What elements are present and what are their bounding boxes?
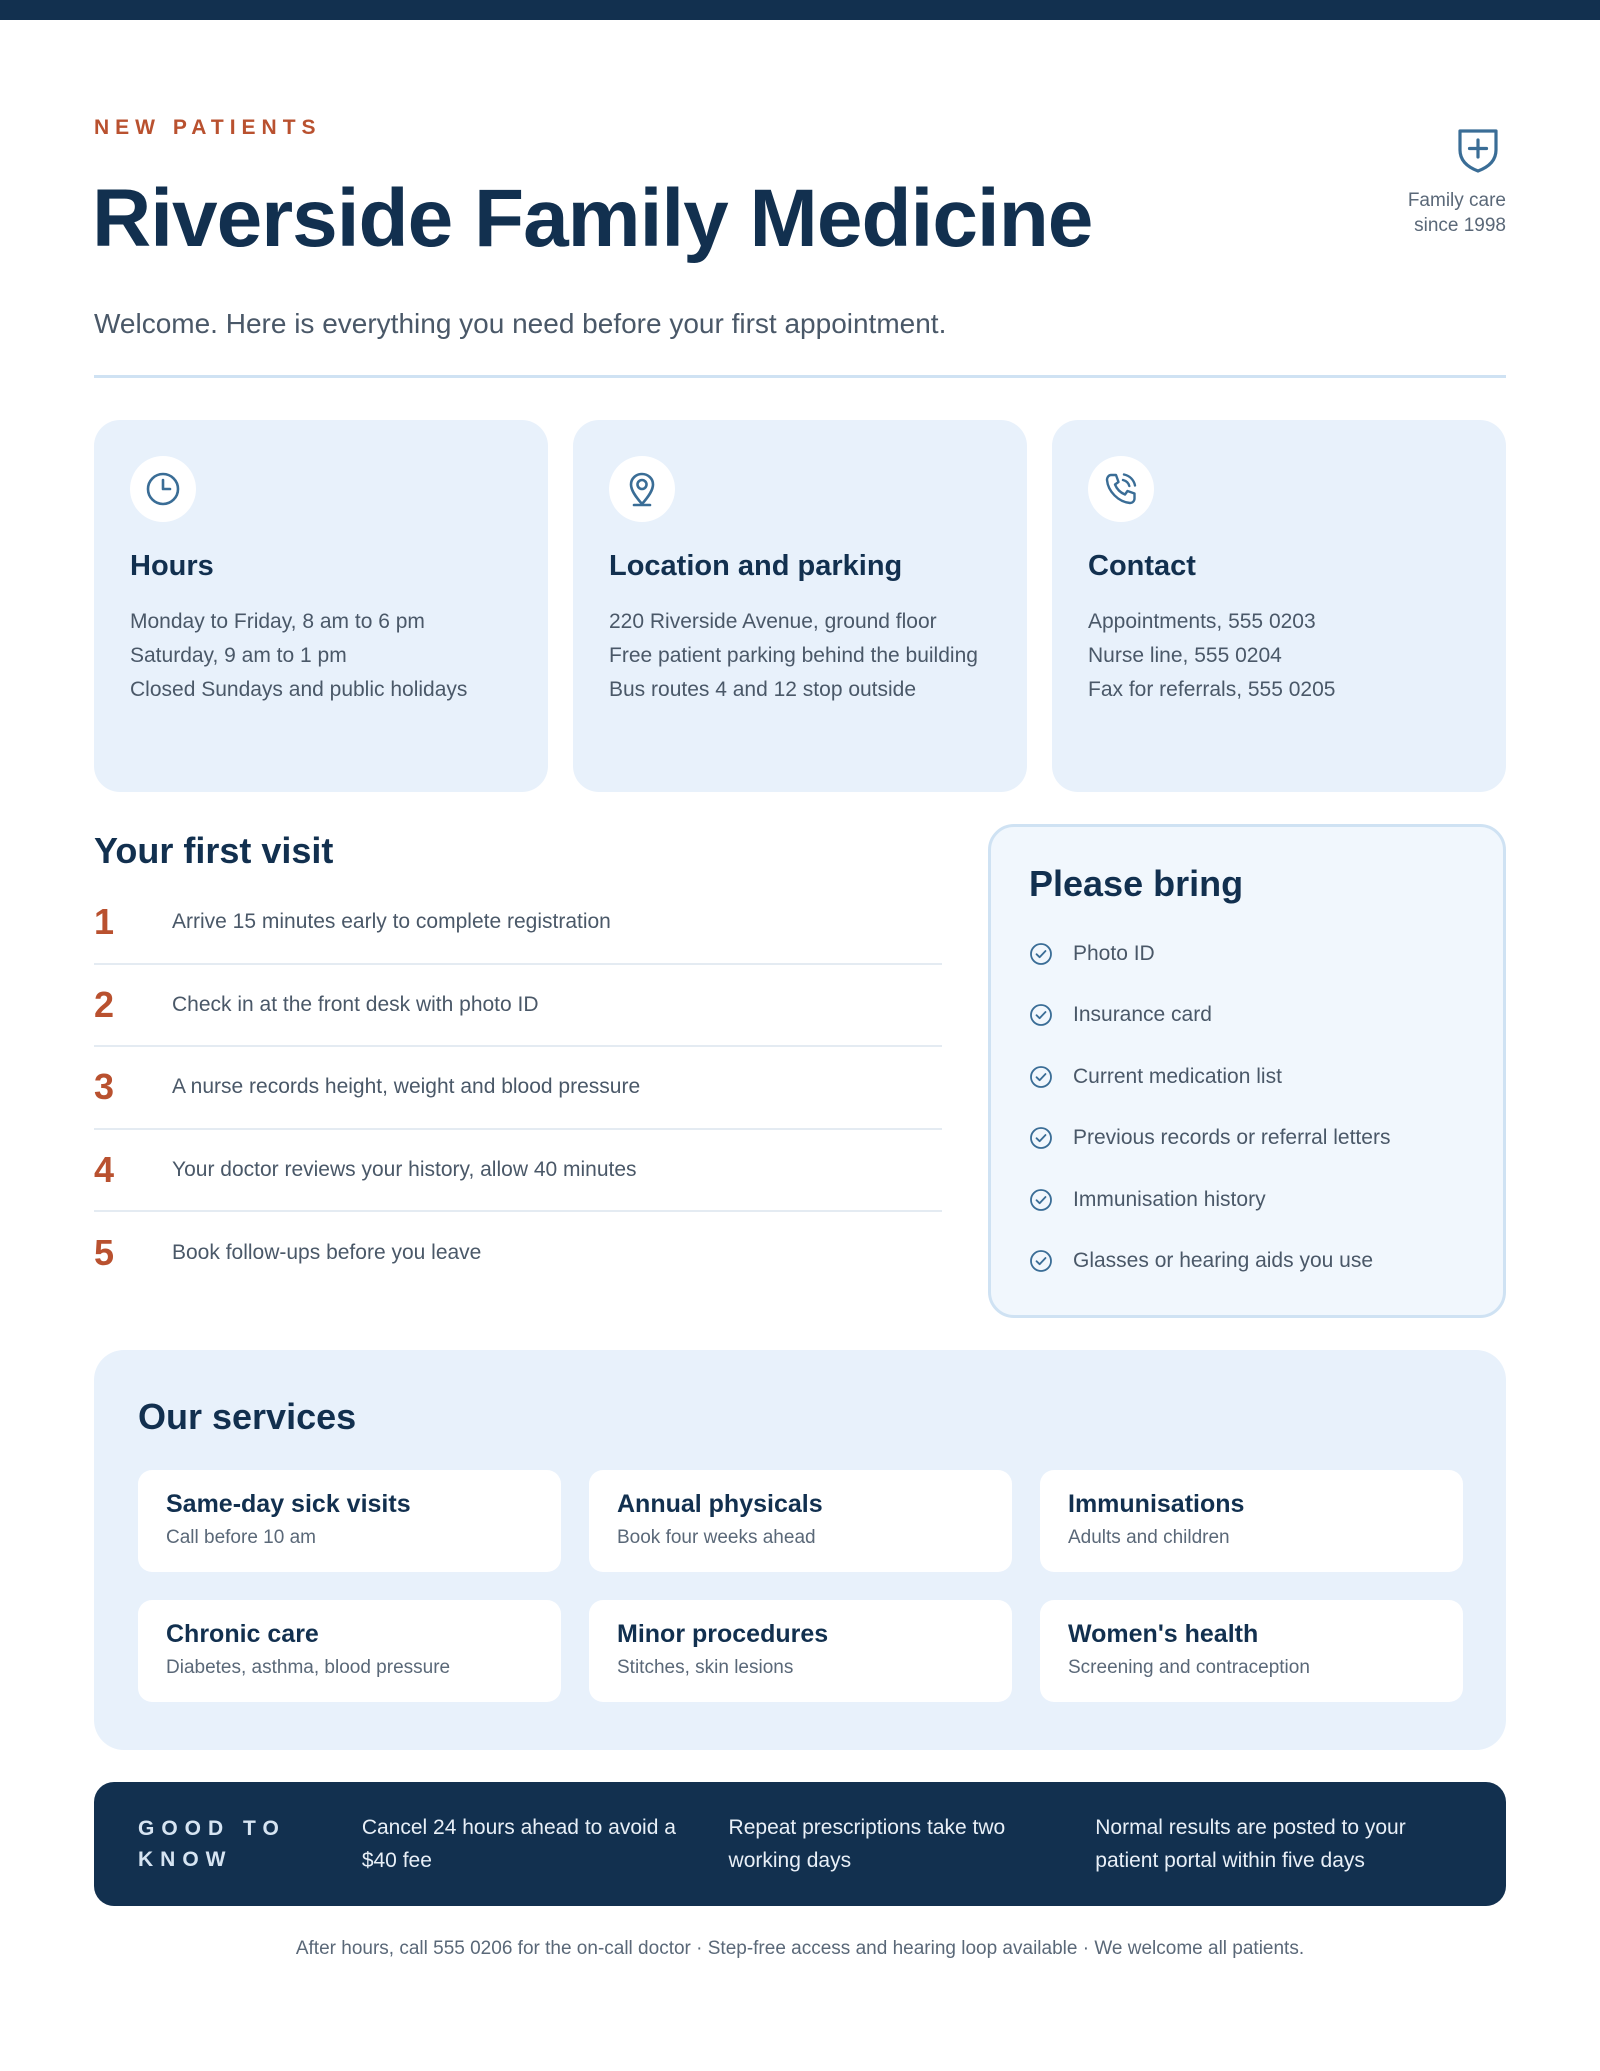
- service-name: Chronic care: [166, 1620, 319, 1648]
- eyebrow-label: NEW PATIENTS: [94, 116, 322, 139]
- location-line: 220 Riverside Avenue, ground floor: [609, 610, 937, 633]
- bring-item: [1029, 1169, 1465, 1231]
- service-card: [589, 1470, 1012, 1572]
- service-name: Minor procedures: [617, 1620, 829, 1648]
- bring-item-label: Previous records or referral letters: [1073, 1126, 1391, 1150]
- footer-note: After hours, call 555 0206 for the on-call doctor · Step-free access and hearing loop available · We welcome all patients.: [295, 1938, 1305, 1959]
- step-number: 5: [94, 1232, 115, 1274]
- services-panel: [94, 1350, 1506, 1750]
- service-name: Same-day sick visits: [166, 1490, 411, 1518]
- service-note: Diabetes, asthma, blood pressure: [166, 1657, 451, 1678]
- service-note: Stitches, skin lesions: [617, 1657, 794, 1678]
- contact-line: Appointments, 555 0203: [1088, 610, 1316, 633]
- service-card: [138, 1470, 561, 1572]
- service-note: Book four weeks ahead: [617, 1527, 816, 1548]
- top-accent-bar: [0, 0, 1600, 20]
- hours-icon-bubble: [130, 456, 196, 522]
- hours-line: Monday to Friday, 8 am to 6 pm: [130, 610, 425, 633]
- shield-plus-icon: [1456, 126, 1500, 174]
- service-card: [1040, 1600, 1463, 1702]
- service-card: [589, 1600, 1012, 1702]
- brand-tagline-line1: Family care: [1407, 190, 1506, 211]
- good-to-know-banner: [94, 1782, 1506, 1906]
- step-number: 1: [94, 901, 115, 943]
- service-note: Call before 10 am: [166, 1527, 316, 1548]
- step-text: Check in at the front desk with photo ID: [172, 992, 539, 1016]
- contact-card-title: Contact: [1088, 550, 1196, 582]
- visit-step: [94, 1130, 942, 1213]
- service-note: Screening and contraception: [1068, 1657, 1310, 1678]
- good-to-know-label-line2: KNOW: [138, 1848, 233, 1871]
- step-number: 3: [94, 1066, 115, 1108]
- check-circle-icon: [1029, 1188, 1053, 1212]
- check-circle-icon: [1029, 1126, 1053, 1150]
- check-circle-icon: [1029, 1003, 1053, 1027]
- hours-line: Saturday, 9 am to 1 pm: [130, 644, 347, 667]
- bring-item: [1029, 985, 1465, 1047]
- bring-item: [1029, 923, 1465, 985]
- step-number: 2: [94, 983, 115, 1025]
- page-subtitle: Welcome. Here is everything you need before your first appointment.: [94, 308, 947, 339]
- location-icon-bubble: [609, 456, 675, 522]
- bring-item: [1029, 1046, 1465, 1108]
- bring-item: [1029, 1231, 1465, 1293]
- brand-mark: [1306, 126, 1506, 238]
- check-circle-icon: [1029, 1065, 1053, 1089]
- service-card: [1040, 1470, 1463, 1572]
- first-visit-title: Your first visit: [94, 830, 334, 871]
- visit-step: [94, 965, 942, 1048]
- visit-step: [94, 1047, 942, 1130]
- bring-item: [1029, 1108, 1465, 1170]
- hours-card-title: Hours: [130, 550, 214, 582]
- step-text: Arrive 15 minutes early to complete registration: [172, 910, 611, 934]
- step-number: 4: [94, 1148, 115, 1190]
- good-to-know-label: [138, 1813, 362, 1875]
- location-card: [573, 420, 1027, 792]
- service-name: Immunisations: [1068, 1490, 1245, 1518]
- contact-icon-bubble: [1088, 456, 1154, 522]
- bring-item-label: Photo ID: [1073, 941, 1155, 965]
- step-text: A nurse records height, weight and blood pressure: [172, 1075, 641, 1099]
- visit-step: [94, 1212, 942, 1295]
- bring-item-label: Glasses or hearing aids you use: [1073, 1249, 1373, 1273]
- step-text: Book follow-ups before you leave: [172, 1241, 482, 1265]
- services-grid: [138, 1470, 1462, 1702]
- hours-card: [94, 420, 548, 792]
- contact-line: Fax for referrals, 555 0205: [1088, 678, 1336, 701]
- contact-card: [1052, 420, 1506, 792]
- header-divider: [94, 375, 1506, 378]
- contact-line: Nurse line, 555 0204: [1088, 644, 1282, 667]
- hours-line: Closed Sundays and public holidays: [130, 678, 468, 701]
- check-circle-icon: [1029, 1249, 1053, 1273]
- service-note: Adults and children: [1068, 1527, 1230, 1548]
- map-pin-icon: [623, 470, 661, 508]
- good-to-know-label-line1: GOOD TO: [138, 1817, 286, 1840]
- check-circle-icon: [1029, 942, 1053, 966]
- please-bring-panel: [988, 824, 1506, 1318]
- step-text: Your doctor reviews your history, allow 40 minutes: [172, 1157, 637, 1181]
- location-card-title: Location and parking: [609, 550, 903, 582]
- clock-icon: [144, 470, 182, 508]
- good-to-know-tip: Normal results are posted to your patient portal within five days: [1095, 1816, 1406, 1872]
- service-name: Annual physicals: [617, 1490, 823, 1518]
- service-name: Women's health: [1068, 1620, 1259, 1648]
- good-to-know-tip: Repeat prescriptions take two working days: [728, 1816, 1006, 1872]
- services-title: Our services: [138, 1396, 357, 1437]
- bring-item-label: Current medication list: [1073, 1064, 1282, 1088]
- good-to-know-tip: Cancel 24 hours ahead to avoid a $40 fee: [361, 1816, 676, 1872]
- service-card: [138, 1600, 561, 1702]
- visit-step: [94, 882, 942, 965]
- first-visit-steps: [94, 882, 942, 1295]
- bring-item-label: Insurance card: [1073, 1003, 1212, 1027]
- bring-item-label: Immunisation history: [1073, 1187, 1266, 1211]
- brand-tagline-line2: since 1998: [1414, 215, 1506, 236]
- please-bring-title: Please bring: [1029, 863, 1244, 904]
- location-line: Free patient parking behind the building: [609, 644, 978, 667]
- phone-icon: [1102, 470, 1140, 508]
- location-line: Bus routes 4 and 12 stop outside: [609, 678, 917, 701]
- page-title: Riverside Family Medicine: [92, 173, 1093, 264]
